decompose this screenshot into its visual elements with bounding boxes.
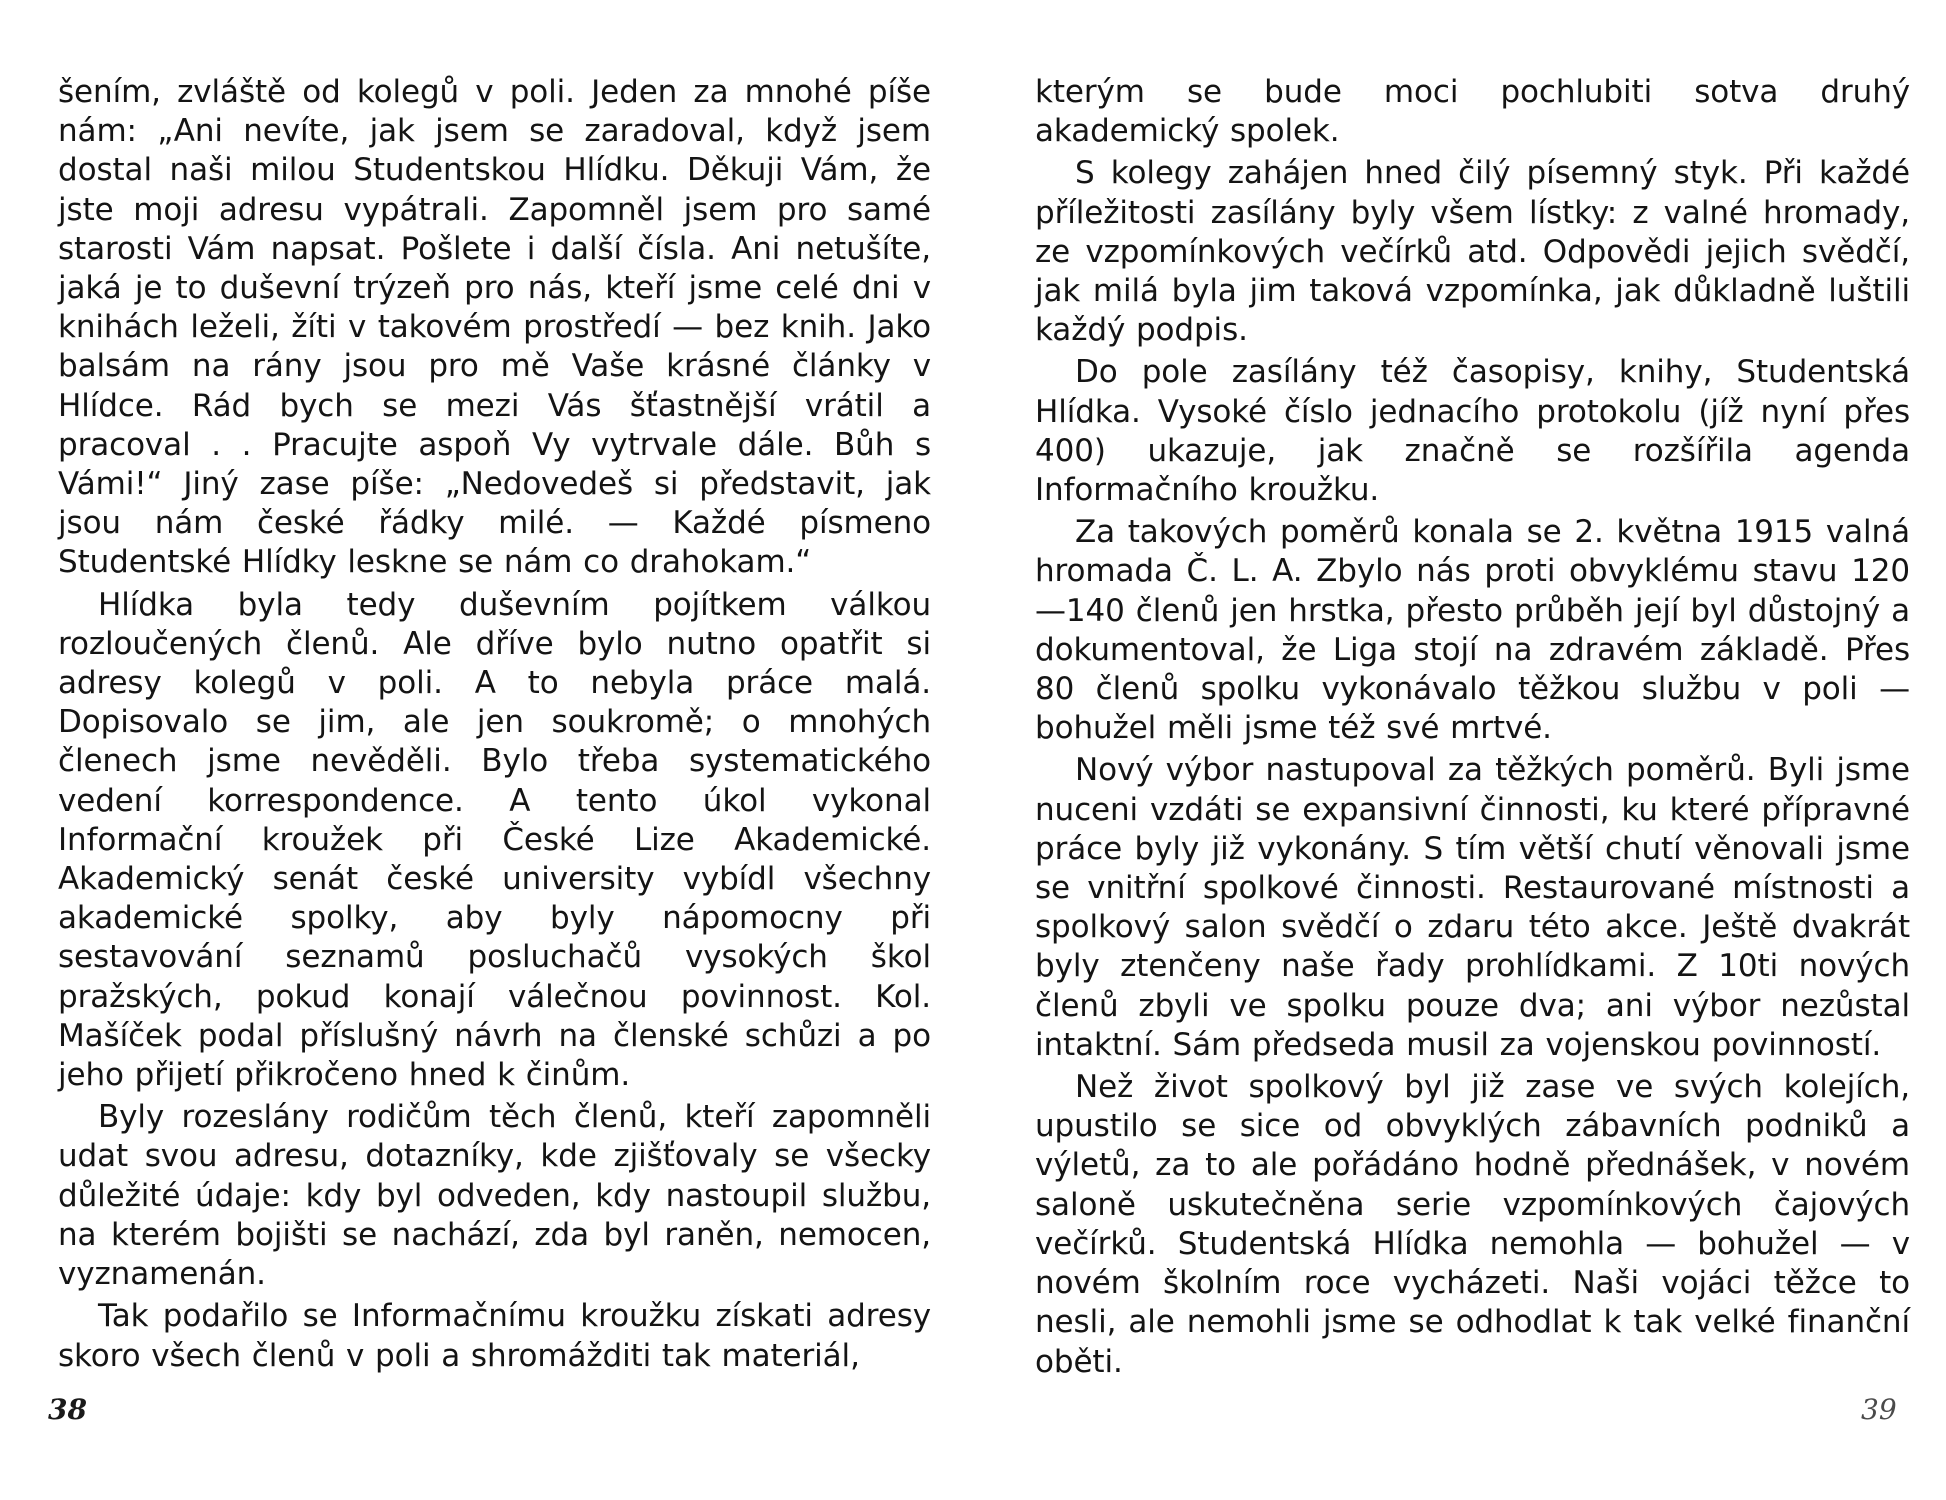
- left-page: [0, 0, 931, 1500]
- right-page-text: [1035, 73, 1910, 1385]
- paragraph: kterým se bude moci pochlubiti sotva druhý akademický spolek.: [1035, 74, 1910, 150]
- paragraph: šením, zvláště od kolegů v poli. Jeden za mnohé píše nám: „Ani nevíte, jak jsem se zaradoval, když jsem dostal naši milou Studentskou Hlídku. Děkuji Vám, že jste moji adresu vypátrali. Zapomněl jsem pro samé starosti Vám napsat. Pošlete i další čísla. Ani netušíte, jaká je to duševní trýzeň pro nás, kteří jsme celé dni v knihách leželi, žíti v takovém prostředí — bez knih. Jako balsám na rány jsou pro mě Vaše krásné články v Hlídce. Rád bych se mezi Vás šťastnější vrátil a pracoval . . Pracujte aspoň Vy vytrvale dále. Bůh s Vámi!“ Jiný zase píše: „Nedovedeš si představit, jak jsou nám české řádky milé. — Každé písmeno Studentské Hlídky leskne se nám co drahokam.“: [58, 74, 931, 581]
- page-number: 39: [1861, 1393, 1897, 1426]
- paragraph: S kolegy zahájen hned čilý písemný styk. Při každé příležitosti zasílány byly všem lístky: z valné hromady, ze vzpomínkových večírků atd. Odpovědi jejich svědčí, jak milá byla jim taková vzpomínka, jak důkladně luštili každý podpis.: [1035, 155, 1910, 349]
- page-number: 38: [48, 1393, 87, 1426]
- paragraph: Do pole zasílány též časopisy, knihy, Studentská Hlídka. Vysoké číslo jednacího protokolu (jíž nyní přes 400) ukazuje, jak značně se rozšířila agenda Informačního kroužku.: [1035, 354, 1910, 509]
- right-page: [973, 0, 1910, 1500]
- paragraph: Nový výbor nastupoval za těžkých poměrů. Byli jsme nuceni vzdáti se expansivní činnosti, ku které přípravné práce byly již vykonány. S tím větší chutí věnovali jsme se vnitřní spolkové činnosti. Restaurované místnosti a spolkový salon svědčí o zdaru této akce. Ještě dvakrát byly ztenčeny naše řady prohlídkami. Z 10ti nových členů zbyli ve spolku pouze dva; ani výbor nezůstal intaktní. Sám předseda musil za vojenskou povinností.: [1035, 752, 1910, 1063]
- paragraph: Za takových poměrů konala se 2. května 1915 valná hromada Č. L. A. Zbylo nás proti obvyklému stavu 120—140 členů jen hrstka, přesto průběh její byl důstojný a dokumentoval, že Liga stojí na zdravém základě. Přes 80 členů spolku vykonávalo těžkou službu v poli — bohužel měli jsme též své mrtvé.: [1035, 514, 1910, 747]
- left-page-text: [58, 73, 931, 1379]
- paragraph: Než život spolkový byl již zase ve svých kolejích, upustilo se sice od obvyklých zábavních podniků a výletů, za to ale pořádáno hodně přednášek, v novém saloně uskutečněna serie vzpomínkových čajových večírků. Studentská Hlídka nemohla — bohužel — v novém školním roce vycházeti. Naši vojáci těžce to nesli, ale nemohli jsme se odhodlat k tak velké finanční oběti.: [1035, 1069, 1910, 1380]
- paragraph: Byly rozeslány rodičům těch členů, kteří zapomněli udat svou adresu, dotazníky, kde zjišťovaly se všecky důležité údaje: kdy byl odveden, kdy nastoupil službu, na kterém bojišti se nachází, zda byl raněn, nemocen, vyznamenán.: [58, 1099, 931, 1293]
- paragraph: Tak podařilo se Informačnímu kroužku získati adresy skoro všech členů v poli a shromážditi tak materiál,: [58, 1298, 931, 1374]
- paragraph: Hlídka byla tedy duševním pojítkem válkou rozloučených členů. Ale dříve bylo nutno opatřit si adresy kolegů v poli. A to nebyla práce malá. Dopisovalo se jim, ale jen soukromě; o mnohých členech jsme nevěděli. Bylo třeba systematického vedení korrespondence. A tento úkol vykonal Informační kroužek při České Lize Akademické. Akademický senát české university vybídl všechny akademické spolky, aby byly nápomocny při sestavování seznamů posluchačů vysokých škol pražských, pokud konají válečnou povinnost. Kol. Mašíček podal příslušný návrh na členské schůzi a po jeho přijetí přikročeno hned k činům.: [58, 586, 931, 1094]
